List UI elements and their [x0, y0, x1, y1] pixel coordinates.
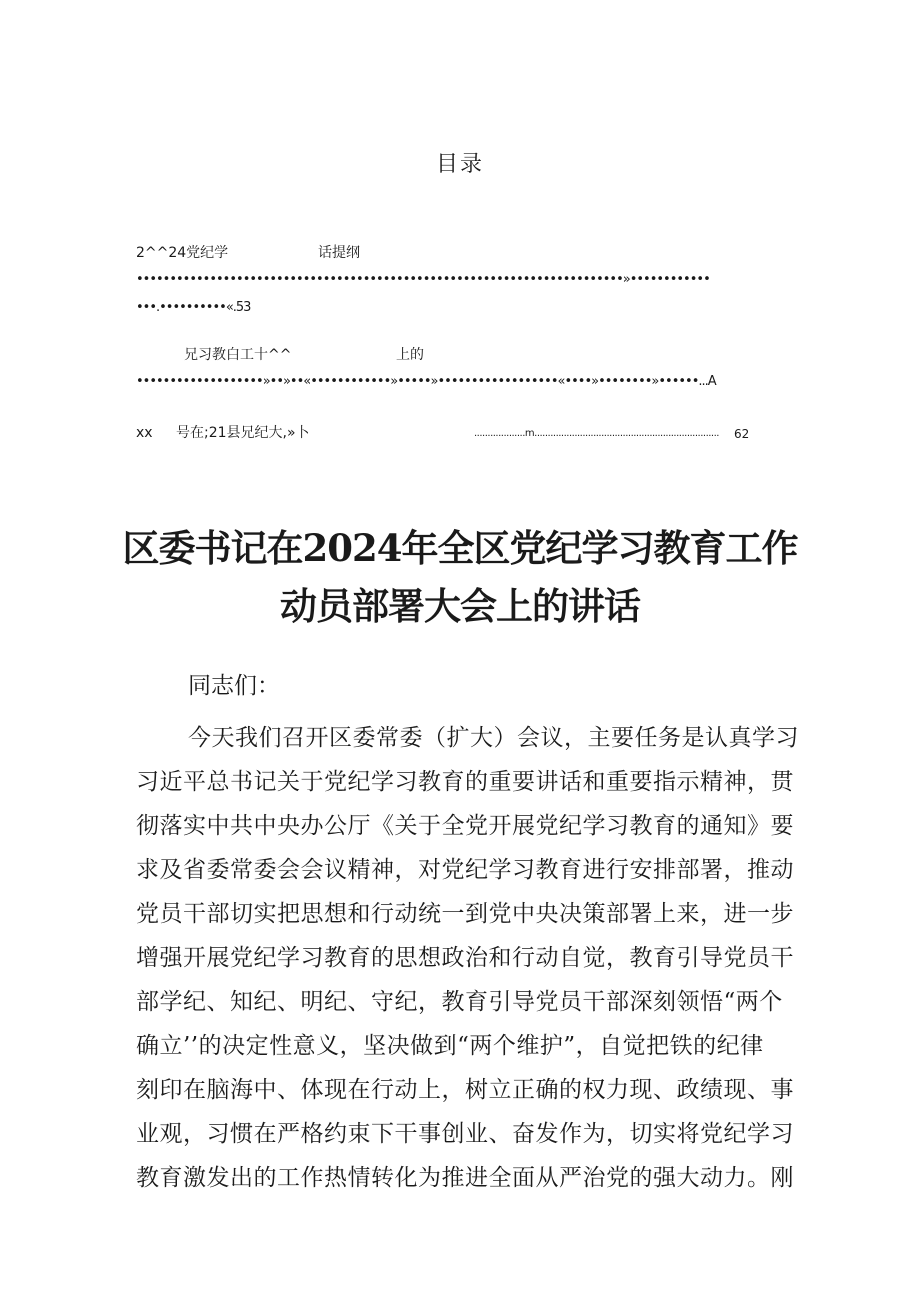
toc-entry-1-title-b: 话提纲 [318, 245, 360, 261]
body-line: 增强开展党纪学习教育的思想政治和行动自觉，教育引导党员干 [136, 945, 794, 971]
body-line: 确立’’的决定性意义，坚决做到“两个维护”，自觉把铁的纪律 [136, 1033, 764, 1059]
body-line: 党员干部切实把思想和行动统一到党中央决策部署上来，进一步 [136, 901, 794, 927]
toc-entry-1-leader: •••••••••••••••••••••••••••••••••••••••••••••••••••••••••••••••••••••••••»•••••••••••• [136, 272, 710, 287]
toc-entry-2-title-b: 上的 [396, 347, 424, 363]
body-line: 习近平总书记关于党纪学习教育的重要讲话和重要指示精神，贯 [136, 769, 794, 795]
toc-entry-3-leader: ...................m..................................................................... [474, 428, 719, 439]
body-line: 今天我们召开区委常委（扩大）会议，主要任务是认真学习 [188, 725, 799, 751]
toc-entry-2-title-a: 兄习教白工十^^ [184, 347, 292, 363]
document-title-line-1: 区委书记在2024年全区党纪学习教育工作 [122, 526, 798, 570]
toc-heading: 目录 [435, 152, 484, 177]
toc-entry-3-page: 62 [734, 427, 750, 441]
body-line: 部学纪、知纪、明纪、守纪，教育引导党员干部深刻领悟“两个 [136, 989, 783, 1015]
toc-entry-3-title-a: xx [136, 425, 153, 441]
toc-entry-1-title-a: 2^^24党纪学 [136, 245, 229, 261]
document-title-line-2: 动员部署大会上的讲话 [280, 584, 640, 628]
toc-entry-3-title-b: 号在;21县兄纪大,»卜 [176, 425, 310, 441]
body-line: 求及省委常委会会议精神，对党纪学习教育进行安排部署，推动 [136, 857, 794, 883]
body-line: 彻落实中共中央办公厅《关于全党开展党纪学习教育的通知》要 [136, 813, 794, 839]
body-line: 教育激发出的工作热情转化为推进全面从严治党的强大动力。刚 [136, 1165, 794, 1191]
toc-entry-1-leader-cont: •••.••••••••••«.53 [136, 300, 251, 315]
toc-entry-2-leader: •••••••••••••••••••»••»••«••••••••••••»•••••»••••••••••••••••••«••••»••••••••»••••••...A [136, 374, 716, 389]
body-line: 业观，习惯在严格约束下干事创业、奋发作为，切实将党纪学习 [136, 1121, 794, 1147]
body-line: 刻印在脑海中、体现在行动上，树立正确的权力现、政绩现、事 [136, 1077, 794, 1103]
salutation: 同志们： [188, 673, 280, 699]
